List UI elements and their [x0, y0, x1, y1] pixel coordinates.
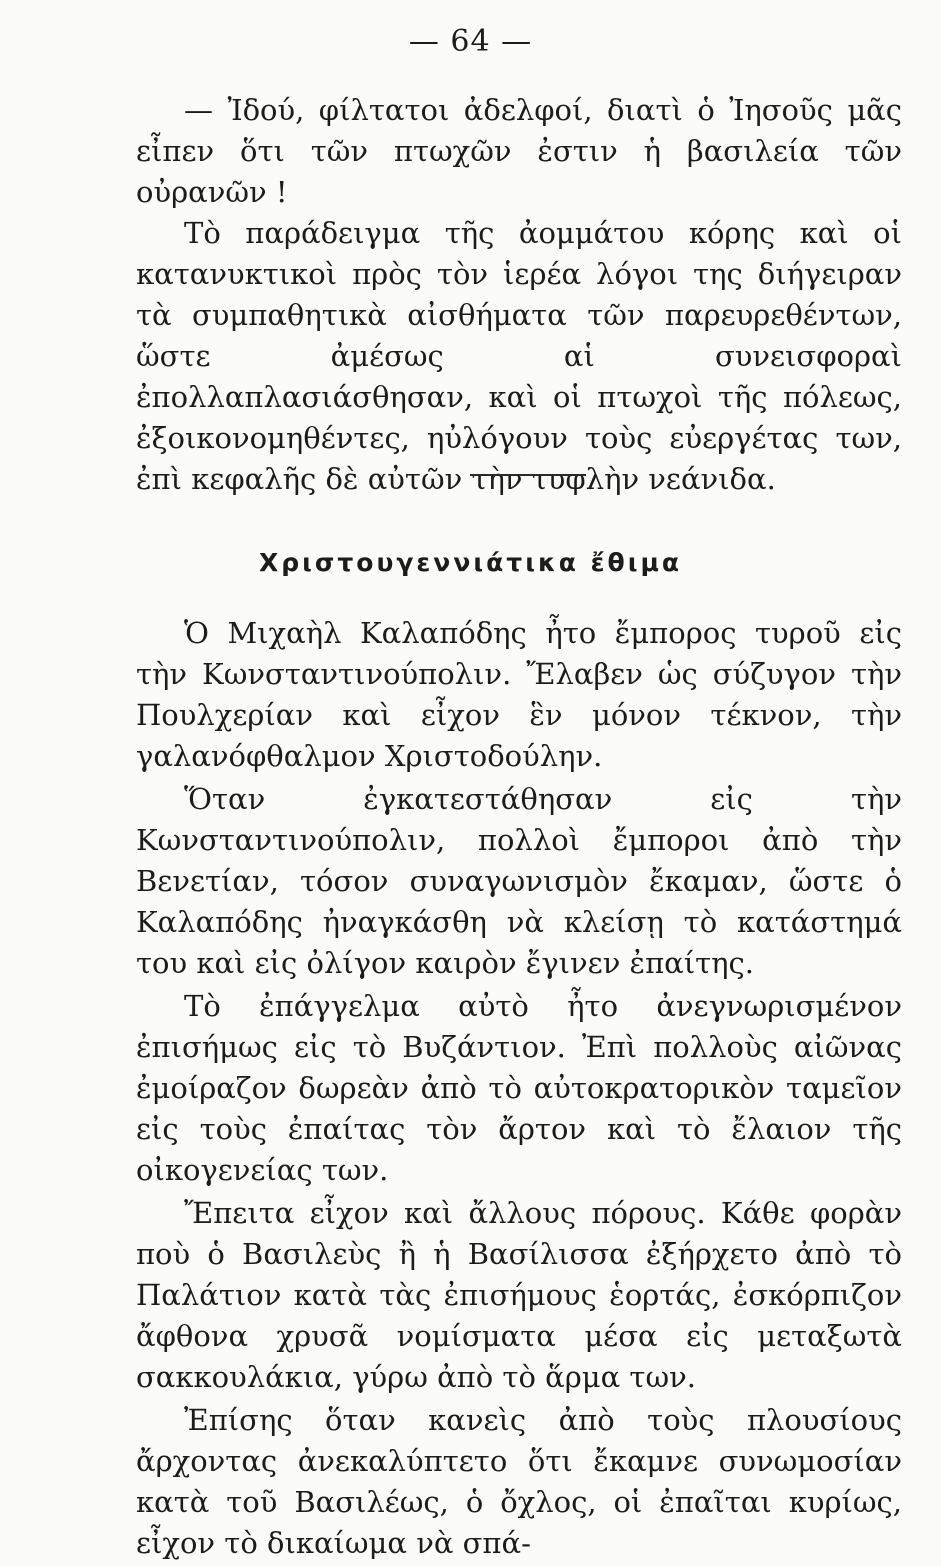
- section-divider: [470, 474, 586, 476]
- section-text-block: [136, 613, 902, 1566]
- page-number: — 64 —: [408, 24, 533, 59]
- paragraph: Τὸ παράδειγμα τῆς ἀομμάτου κόρης καὶ οἱ κατανυκτικοὶ πρὸς τὸν ἱερέα λόγοι της διήγειραν τὰ συμπαθητικὰ αἰσθήματα τῶν παρευρεθέντων, ὥστε ἀμέσως αἱ συνεισφοραὶ ἐπολλαπλασιάσθησαν, καὶ οἱ πτωχοὶ τῆς πόλεως, ἐξοικονομηθέντες, ηὐλόγουν τοὺς εὐεργέτας των, ἐπὶ κεφαλῆς δὲ αὐτῶν τὴν τυφλὴν νεάνιδα.: [136, 216, 902, 496]
- paragraph: Ἐπίσης ὅταν κανεὶς ἀπὸ τοὺς πλουσίους ἄρχοντας ἀνεκαλύπτετο ὅτι ἔκαμνε συνωμοσίαν κατὰ τοῦ Βασιλέως, ὁ ὄχλος, οἱ ἐπαῖται κυρίως, εἶχον τὸ δικαίωμα νὰ σπά-: [136, 1403, 902, 1560]
- paragraph: Τὸ ἐπάγγελμα αὐτὸ ἦτο ἀνεγνωρισμένον ἐπισήμως εἰς τὸ Βυζάντιον. Ἐπὶ πολλοὺς αἰῶνας ἐμοίραζον δωρεὰν ἀπὸ τὸ αὐτοκρατορικὸν ταμεῖον εἰς τοὺς ἐπαίτας τὸν ἄρτον καὶ τὸ ἔλαιον τῆς οἰκογενείας των.: [136, 989, 902, 1187]
- paragraph: Ἔπειτα εἶχον καὶ ἄλλους πόρους. Κάθε φορὰν ποὺ ὁ Βασιλεὺς ἢ ἡ Βασίλισσα ἐξήρχετο ἀπὸ τὸ Παλάτιον κατὰ τὰς ἐπισήμους ἑορτάς, ἐσκόρπιζον ἄφθονα χρυσᾶ νομίσματα μέσα εἰς μεταξωτὰ σακκουλάκια, γύρω ἀπὸ τὸ ἅρμα των.: [136, 1196, 902, 1394]
- section-heading: Χριστουγεννιάτικα ἔθιμα: [258, 548, 683, 577]
- paragraph: — Ἰδού, φίλτατοι ἀδελφοί, διατὶ ὁ Ἰησοῦς μᾶς εἶπεν ὅτι τῶν πτωχῶν ἐστιν ἡ βασιλεία τῶν οὐρανῶν !: [136, 93, 902, 209]
- closing-text-block: [136, 90, 902, 500]
- paragraph: Ὁ Μιχαὴλ Καλαπόδης ἦτο ἔμπορος τυροῦ εἰς τὴν Κωνσταντινούπολιν. Ἔλαβεν ὡς σύζυγον τὴν Πουλχερίαν καὶ εἶχον ἓν μόνον τέκνον, τὴν γαλανόφθαλμον Χριστοδούλην.: [136, 616, 902, 773]
- paragraph: Ὅταν ἐγκατεστάθησαν εἰς τὴν Κωνσταντινούπολιν, πολλοὶ ἔμποροι ἀπὸ τὴν Βενετίαν, τόσον συναγωνισμὸν ἔκαμαν, ὥστε ὁ Καλαπόδης ἠναγκάσθη νὰ κλείσῃ τὸ κατάστημά του καὶ εἰς ὀλίγον καιρὸν ἔγινεν ἐπαίτης.: [136, 782, 902, 980]
